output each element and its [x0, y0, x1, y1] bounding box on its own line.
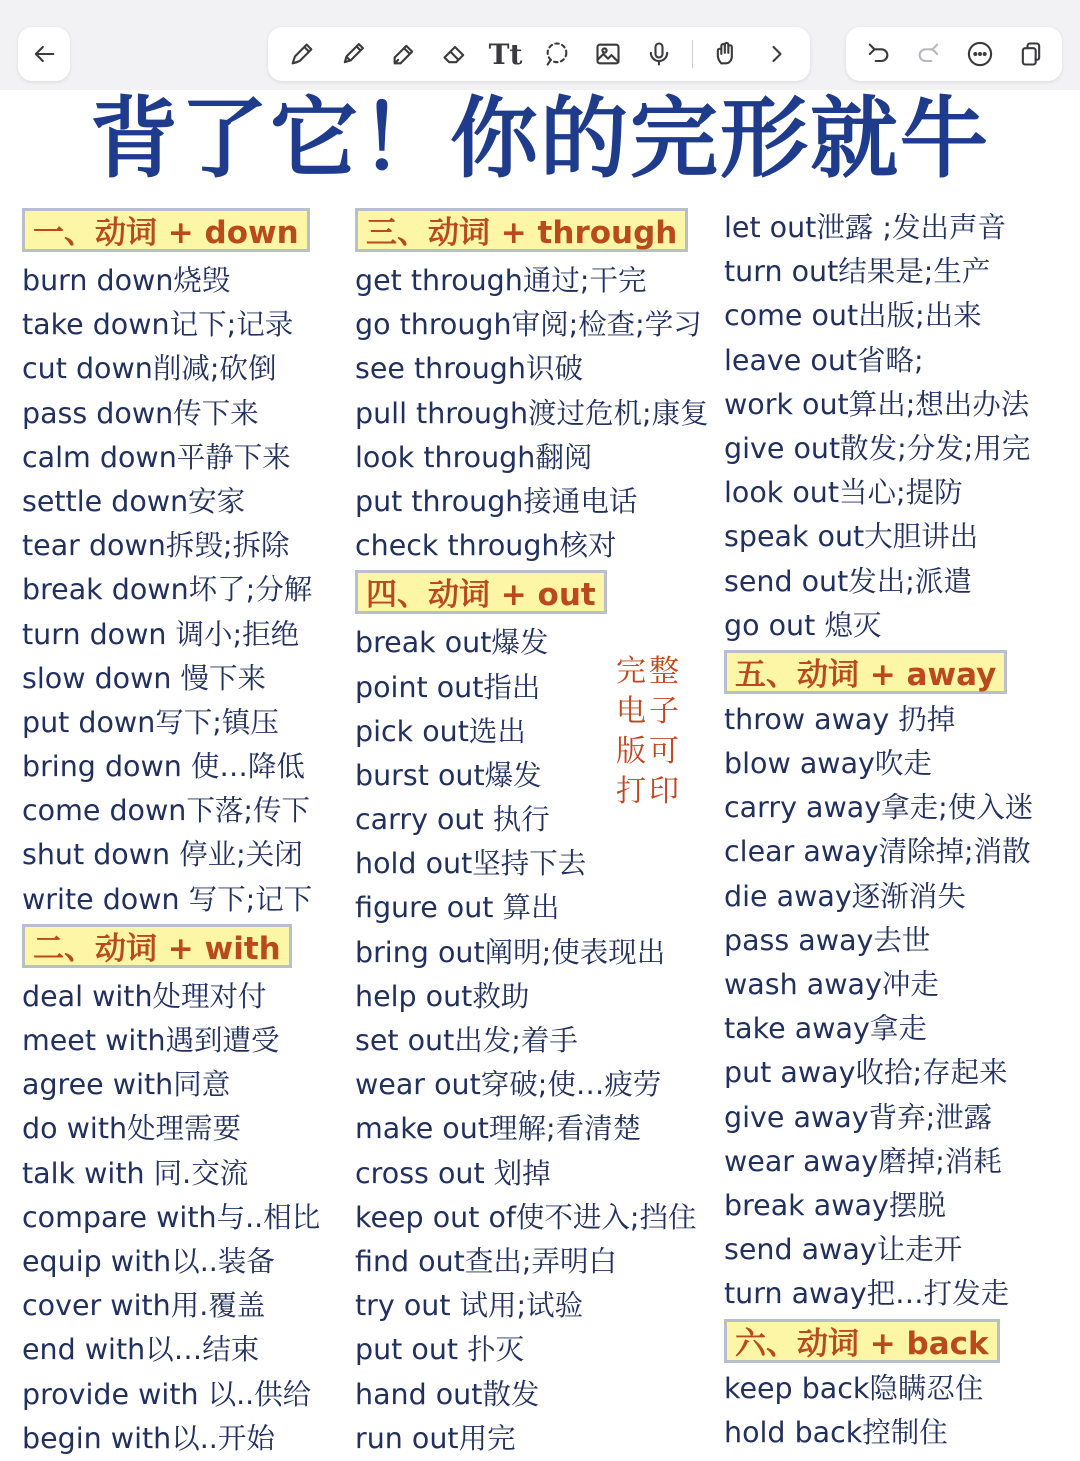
- list-item: bring out阐明;使表现出: [355, 935, 666, 969]
- list-item: put away收拾;存起来: [724, 1056, 1008, 1090]
- lasso-icon[interactable]: [539, 36, 575, 72]
- list-item: wear away磨掉;消耗: [724, 1144, 1002, 1178]
- chevron-right-icon[interactable]: [759, 36, 795, 72]
- list-item: cover with用.覆盖: [22, 1289, 266, 1323]
- column-1: [22, 206, 332, 1461]
- more-icon[interactable]: [962, 36, 998, 72]
- text-tool-icon[interactable]: [488, 36, 524, 72]
- list-item: make out理解;看清楚: [355, 1112, 642, 1146]
- list-item: look through翻阅: [355, 440, 593, 474]
- hand-draw-icon[interactable]: [708, 36, 744, 72]
- pencil-icon[interactable]: [284, 36, 320, 72]
- list-item: settle down安家: [22, 484, 246, 518]
- list-item: check through核对: [355, 529, 617, 563]
- page-title: 背了它！你的完形就牛: [89, 87, 990, 190]
- list-item: wash away冲走: [724, 968, 939, 1001]
- list-item: give out散发;分发;用完: [724, 431, 1031, 465]
- section-heading-out: 四、动词 + out: [355, 570, 607, 614]
- stamp-line: 电子: [616, 694, 682, 729]
- list-item: deal with处理对付: [22, 979, 267, 1013]
- list-item: keep out of使不进入;挡住: [355, 1200, 697, 1234]
- list-item: write down 写下;记下: [22, 882, 313, 916]
- list-item: let out泄露 ;发出声音: [724, 211, 1007, 244]
- list-item: wear out穿破;使…疲劳: [355, 1068, 662, 1102]
- list-item: try out 试用;试验: [355, 1289, 584, 1323]
- list-item: do with处理需要: [22, 1112, 242, 1146]
- list-item: figure out 算出: [355, 891, 560, 925]
- list-item: burst out爆发: [355, 758, 542, 792]
- list-item: provide with 以..供给: [22, 1377, 312, 1411]
- list-item: turn out结果是;生产: [724, 255, 991, 289]
- list-item: turn down 调小;拒绝: [22, 617, 300, 651]
- list-item: get through通过;干完: [355, 264, 647, 297]
- list-item: pass down传下来: [22, 396, 259, 430]
- image-icon[interactable]: [590, 36, 626, 72]
- toolbar-divider: [692, 40, 693, 68]
- list-item: send out发出;派遣: [724, 564, 972, 598]
- list-item: pass away去世: [724, 923, 931, 957]
- section-heading-down: 一、动词 + down: [22, 208, 310, 252]
- print-version-stamp: [616, 652, 692, 812]
- list-item: clear away清除掉;消散: [724, 835, 1031, 869]
- highlighter-icon[interactable]: [386, 36, 422, 72]
- list-item: hold back控制住: [724, 1415, 948, 1449]
- list-item: keep back隐瞒忍住: [724, 1371, 984, 1405]
- list-item: take down记下;记录: [22, 308, 294, 342]
- list-item: burn down烧毁: [22, 264, 231, 297]
- list-item: cross out 划掉: [355, 1156, 551, 1190]
- list-item: work out算出;想出办法: [724, 387, 1030, 421]
- list-item: slow down 慢下来: [22, 661, 267, 695]
- pen-icon[interactable]: [335, 36, 371, 72]
- action-palette: [846, 27, 1062, 81]
- list-item: look out当心;提防: [724, 476, 963, 510]
- text-tool-label: Tt: [488, 37, 523, 71]
- list-item: speak out大胆讲出: [724, 520, 979, 554]
- list-item: agree with同意: [22, 1068, 231, 1102]
- back-pill: [18, 27, 70, 81]
- list-item: end with以…结束: [22, 1333, 260, 1367]
- list-item: pick out选出: [355, 714, 526, 748]
- list-item: blow away吹走: [724, 747, 932, 781]
- section-heading-through: 三、动词 + through: [355, 208, 688, 252]
- list-item: turn away把…打发走: [724, 1277, 1010, 1311]
- list-item: die away逐渐消失: [724, 879, 966, 913]
- list-item: cut down削减;砍倒: [22, 352, 277, 386]
- list-item: break down坏了;分解: [22, 573, 313, 607]
- list-item: begin with以..开始: [22, 1421, 275, 1455]
- list-item: carry out 执行: [355, 803, 550, 837]
- list-item: compare with与..相比: [22, 1200, 321, 1234]
- list-item: put through接通电话: [355, 484, 638, 518]
- list-item: put down写下;镇压: [22, 705, 279, 739]
- column-2: [355, 206, 720, 1461]
- section-heading-away: 五、动词 + away: [724, 650, 1007, 694]
- section-heading-with: 二、动词 + with: [22, 924, 292, 968]
- list-item: go through审阅;检查;学习: [355, 308, 702, 342]
- top-toolbar: [0, 0, 1080, 90]
- list-item: calm down平静下来: [22, 440, 291, 474]
- arrow-left-icon[interactable]: [26, 36, 62, 72]
- list-item: carry away拿走;使入迷: [724, 791, 1034, 825]
- list-item: equip with以..装备: [22, 1244, 275, 1278]
- eraser-icon[interactable]: [437, 36, 473, 72]
- pages-icon[interactable]: [1013, 36, 1049, 72]
- list-item: point out指出: [355, 670, 541, 704]
- list-item: hold out坚持下去: [355, 847, 587, 881]
- list-item: help out救助: [355, 979, 530, 1013]
- list-item: run out用完: [355, 1421, 516, 1455]
- list-item: go out 熄灭: [724, 608, 882, 642]
- list-item: hand out散发: [355, 1377, 540, 1411]
- section-heading-back: 六、动词 + back: [724, 1319, 1000, 1363]
- list-item: set out出发;着手: [355, 1024, 578, 1057]
- list-item: shut down 停业;关闭: [22, 838, 303, 872]
- microphone-icon[interactable]: [641, 36, 677, 72]
- list-item: come out出版;出来: [724, 299, 982, 333]
- undo-icon[interactable]: [860, 36, 896, 72]
- list-item: bring down 使…降低: [22, 750, 305, 784]
- stamp-line: 完整: [616, 654, 682, 689]
- list-item: throw away 扔掉: [724, 702, 956, 736]
- column-3: [724, 206, 1074, 1455]
- list-item: break out爆发: [355, 626, 549, 660]
- list-item: pull through渡过危机;康复: [355, 396, 709, 430]
- stamp-line: 打印: [616, 774, 682, 809]
- redo-icon[interactable]: [911, 36, 947, 72]
- list-item: tear down拆毁;拆除: [22, 529, 290, 563]
- list-item: see through识破: [355, 352, 583, 386]
- list-item: come down下落;传下: [22, 794, 310, 828]
- list-item: take away拿走: [724, 1012, 927, 1046]
- tool-palette: [268, 27, 810, 81]
- list-item: send away让走开: [724, 1233, 963, 1267]
- list-item: put out 扑灭: [355, 1333, 525, 1367]
- list-item: break away摆脱: [724, 1188, 946, 1222]
- stamp-line: 版可: [616, 734, 682, 769]
- list-item: leave out省略;: [724, 343, 924, 377]
- list-item: meet with遇到遭受: [22, 1024, 280, 1057]
- list-item: talk with 同.交流: [22, 1156, 249, 1190]
- list-item: give away背弃;泄露: [724, 1100, 993, 1134]
- list-item: find out查出;弄明白: [355, 1244, 617, 1278]
